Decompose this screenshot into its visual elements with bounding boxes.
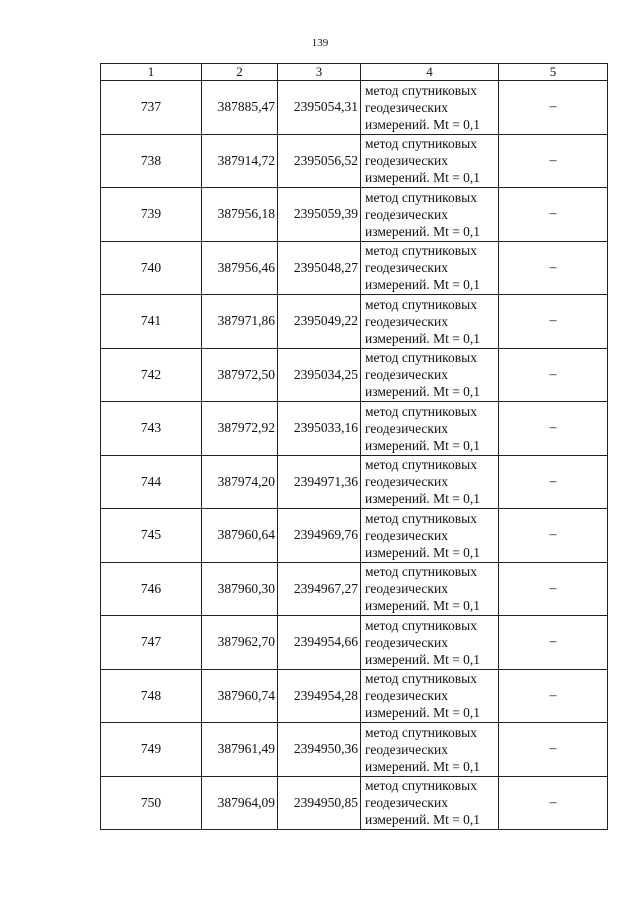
note-cell: – bbox=[499, 295, 608, 349]
table-row bbox=[101, 723, 608, 777]
coordinates-table bbox=[100, 63, 608, 830]
note-cell: – bbox=[499, 509, 608, 563]
note-cell: – bbox=[499, 562, 608, 616]
note-cell: – bbox=[499, 616, 608, 670]
y-coordinate-cell: 2395048,27 bbox=[278, 241, 361, 295]
method-cell: метод спутниковых геодезических измерений. Mt = 0,1 bbox=[361, 241, 499, 295]
method-cell: метод спутниковых геодезических измерений. Mt = 0,1 bbox=[361, 188, 499, 242]
method-cell: метод спутниковых геодезических измерений. Mt = 0,1 bbox=[361, 295, 499, 349]
point-number-cell: 742 bbox=[101, 348, 202, 402]
table-row bbox=[101, 616, 608, 670]
table-row bbox=[101, 134, 608, 188]
x-coordinate-cell: 387972,92 bbox=[202, 402, 278, 456]
point-number-cell: 744 bbox=[101, 455, 202, 509]
page-number: 139 bbox=[311, 37, 329, 49]
method-cell: метод спутниковых геодезических измерений. Mt = 0,1 bbox=[361, 509, 499, 563]
note-cell: – bbox=[499, 188, 608, 242]
y-coordinate-cell: 2394950,36 bbox=[278, 723, 361, 777]
x-coordinate-cell: 387956,18 bbox=[202, 188, 278, 242]
method-cell: метод спутниковых геодезических измерений. Mt = 0,1 bbox=[361, 134, 499, 188]
table-row bbox=[101, 669, 608, 723]
y-coordinate-cell: 2394969,76 bbox=[278, 509, 361, 563]
x-coordinate-cell: 387962,70 bbox=[202, 616, 278, 670]
y-coordinate-cell: 2394967,27 bbox=[278, 562, 361, 616]
table-row bbox=[101, 241, 608, 295]
y-coordinate-cell: 2395056,52 bbox=[278, 134, 361, 188]
note-cell: – bbox=[499, 402, 608, 456]
method-cell: метод спутниковых геодезических измерений. Mt = 0,1 bbox=[361, 402, 499, 456]
table-row bbox=[101, 295, 608, 349]
table-row bbox=[101, 402, 608, 456]
header-col-3: 3 bbox=[278, 64, 361, 81]
header-col-1: 1 bbox=[101, 64, 202, 81]
method-cell: метод спутниковых геодезических измерений. Mt = 0,1 bbox=[361, 723, 499, 777]
table-row bbox=[101, 81, 608, 135]
table-row bbox=[101, 348, 608, 402]
table-row bbox=[101, 188, 608, 242]
table-row bbox=[101, 509, 608, 563]
note-cell: – bbox=[499, 455, 608, 509]
point-number-cell: 737 bbox=[101, 81, 202, 135]
x-coordinate-cell: 387971,86 bbox=[202, 295, 278, 349]
note-cell: – bbox=[499, 669, 608, 723]
point-number-cell: 745 bbox=[101, 509, 202, 563]
point-number-cell: 738 bbox=[101, 134, 202, 188]
x-coordinate-cell: 387972,50 bbox=[202, 348, 278, 402]
note-cell: – bbox=[499, 134, 608, 188]
method-cell: метод спутниковых геодезических измерений. Mt = 0,1 bbox=[361, 81, 499, 135]
point-number-cell: 747 bbox=[101, 616, 202, 670]
y-coordinate-cell: 2395049,22 bbox=[278, 295, 361, 349]
x-coordinate-cell: 387974,20 bbox=[202, 455, 278, 509]
table-row bbox=[101, 562, 608, 616]
x-coordinate-cell: 387914,72 bbox=[202, 134, 278, 188]
method-cell: метод спутниковых геодезических измерений. Mt = 0,1 bbox=[361, 455, 499, 509]
y-coordinate-cell: 2395033,16 bbox=[278, 402, 361, 456]
y-coordinate-cell: 2395059,39 bbox=[278, 188, 361, 242]
point-number-cell: 746 bbox=[101, 562, 202, 616]
x-coordinate-cell: 387960,74 bbox=[202, 669, 278, 723]
point-number-cell: 740 bbox=[101, 241, 202, 295]
y-coordinate-cell: 2394971,36 bbox=[278, 455, 361, 509]
header-col-4: 4 bbox=[361, 64, 499, 81]
method-cell: метод спутниковых геодезических измерений. Mt = 0,1 bbox=[361, 669, 499, 723]
method-cell: метод спутниковых геодезических измерений. Mt = 0,1 bbox=[361, 776, 499, 830]
table-body bbox=[101, 81, 608, 830]
y-coordinate-cell: 2395054,31 bbox=[278, 81, 361, 135]
table-row bbox=[101, 776, 608, 830]
header-row bbox=[101, 64, 608, 81]
x-coordinate-cell: 387885,47 bbox=[202, 81, 278, 135]
x-coordinate-cell: 387960,64 bbox=[202, 509, 278, 563]
y-coordinate-cell: 2394954,66 bbox=[278, 616, 361, 670]
point-number-cell: 741 bbox=[101, 295, 202, 349]
note-cell: – bbox=[499, 81, 608, 135]
point-number-cell: 750 bbox=[101, 776, 202, 830]
x-coordinate-cell: 387961,49 bbox=[202, 723, 278, 777]
y-coordinate-cell: 2394950,85 bbox=[278, 776, 361, 830]
note-cell: – bbox=[499, 723, 608, 777]
x-coordinate-cell: 387960,30 bbox=[202, 562, 278, 616]
point-number-cell: 739 bbox=[101, 188, 202, 242]
note-cell: – bbox=[499, 776, 608, 830]
method-cell: метод спутниковых геодезических измерений. Mt = 0,1 bbox=[361, 616, 499, 670]
header-col-2: 2 bbox=[202, 64, 278, 81]
table-header bbox=[101, 64, 608, 81]
header-col-5: 5 bbox=[499, 64, 608, 81]
note-cell: – bbox=[499, 348, 608, 402]
table-row bbox=[101, 455, 608, 509]
point-number-cell: 749 bbox=[101, 723, 202, 777]
note-cell: – bbox=[499, 241, 608, 295]
x-coordinate-cell: 387956,46 bbox=[202, 241, 278, 295]
y-coordinate-cell: 2395034,25 bbox=[278, 348, 361, 402]
y-coordinate-cell: 2394954,28 bbox=[278, 669, 361, 723]
point-number-cell: 743 bbox=[101, 402, 202, 456]
method-cell: метод спутниковых геодезических измерений. Mt = 0,1 bbox=[361, 562, 499, 616]
x-coordinate-cell: 387964,09 bbox=[202, 776, 278, 830]
point-number-cell: 748 bbox=[101, 669, 202, 723]
method-cell: метод спутниковых геодезических измерений. Mt = 0,1 bbox=[361, 348, 499, 402]
